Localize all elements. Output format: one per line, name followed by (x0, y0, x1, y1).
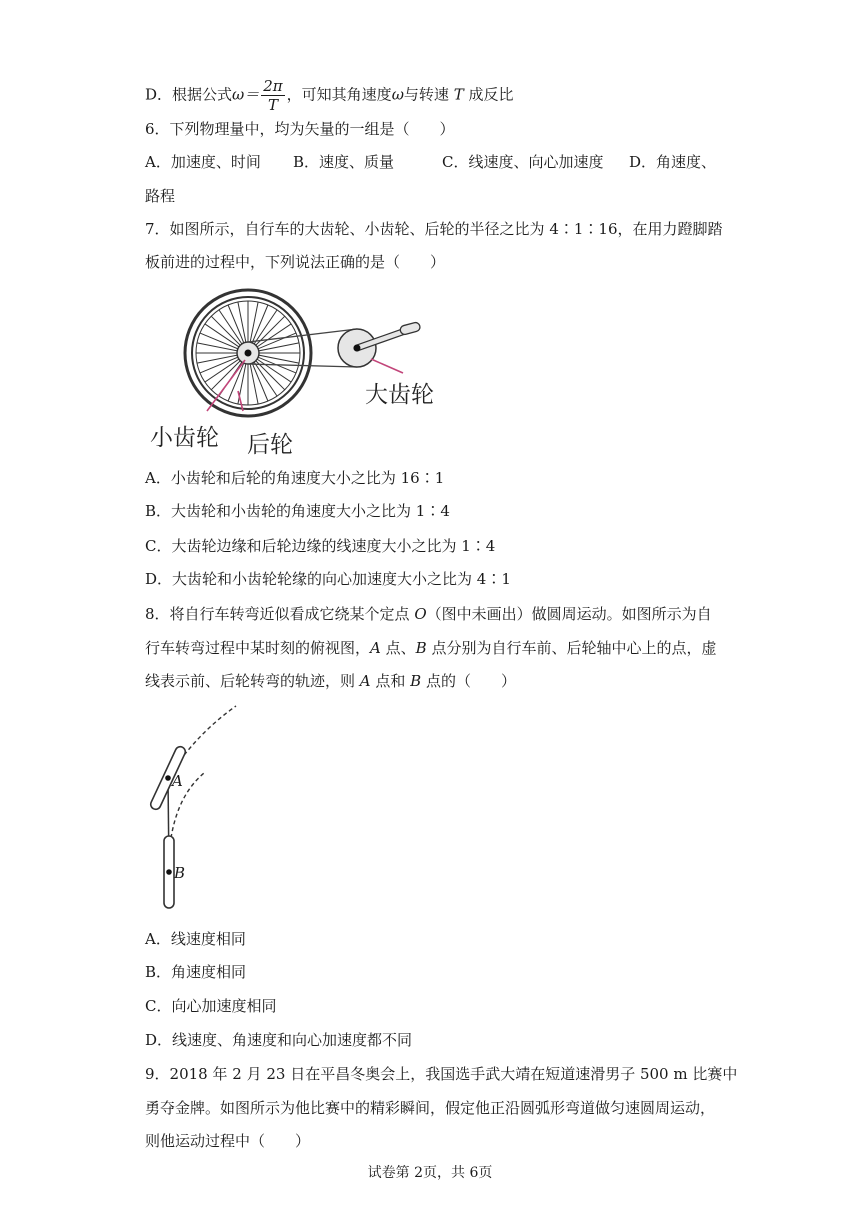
q5-optd-mid: ，可知其角速度 (286, 85, 392, 104)
q6-options (145, 152, 715, 172)
figure-label-b: B (174, 864, 186, 882)
q8-option-b: B．角速度相同 (145, 963, 247, 981)
big-gear-center (354, 345, 361, 352)
q8-l2-c: 点分别为自行车前、后轮轴中心上的点，虚 (426, 639, 717, 657)
label-rear-wheel: 后轮 (247, 432, 293, 458)
fraction-denominator: T (267, 96, 278, 114)
q8-l1-b: （图中未画出）做圆周运动。如图所示为自 (426, 605, 712, 623)
q7-option-c: C．大齿轮边缘和后轮边缘的线速度大小之比为 1∶4 (145, 537, 496, 555)
q6-option-b: B．速度、质量 (293, 153, 395, 171)
q8-l1-a: 8．将自行车转弯近似看成它绕某个定点 (145, 605, 415, 623)
q6-option-a: A．加速度、时间 (145, 153, 261, 171)
q5-optd-mid2: 与转速 (403, 85, 454, 104)
q8-option-d: D．线速度、角速度和向心加速度都不同 (145, 1031, 413, 1049)
point-a-dot (165, 775, 171, 781)
label-big-gear: 大齿轮 (365, 382, 434, 408)
q8-option-c: C．向心加速度相同 (145, 997, 277, 1015)
q6-stem: 6．下列物理量中，均为矢量的一组是（ ） (145, 120, 455, 138)
q5-optd-suffix: 成反比 (463, 85, 514, 104)
q9-stem-line2: 勇夺金牌。如图所示为他比赛中的精彩瞬间，假定他正沿圆弧形弯道做匀速圆周运动， (145, 1099, 716, 1117)
q8-l3-c: 点的（ ） (421, 672, 516, 690)
q8-stem-line2 (145, 638, 716, 658)
q7-option-d: D．大齿轮和小齿轮轮缘的向心加速度大小之比为 4∶1 (145, 570, 511, 588)
point-a: A (359, 672, 371, 690)
bicycle-turn-figure (140, 700, 250, 915)
q8-stem-line3 (145, 671, 516, 691)
point-a: A (370, 639, 381, 657)
point-o: O (414, 605, 427, 623)
label-small-gear: 小齿轮 (150, 425, 219, 451)
page-footer: 试卷第 2页，共 6页 (367, 1165, 493, 1181)
q8-option-a: A．线速度相同 (145, 930, 246, 948)
figure-label-a: A (172, 772, 183, 790)
point-b-dot (166, 869, 172, 875)
q6-option-c: C．线速度、向心加速度 (442, 153, 604, 171)
q8-l2-b: 点、 (380, 639, 416, 657)
point-b: B (410, 672, 422, 690)
q6-option-d: D．角速度、 (629, 153, 717, 171)
pedal (399, 322, 421, 336)
q9-stem-line3: 则他运动过程中（ ） (145, 1132, 311, 1150)
wheel-axle (245, 350, 252, 357)
t-symbol: T (453, 85, 464, 104)
q9-stem-line1: 9．2018 年 2 月 23 日在平昌冬奥会上，我国选手武大靖在短道速滑男子 500 m 比赛中 (145, 1065, 738, 1083)
q8-stem-line1 (145, 604, 712, 624)
q7-stem-line2: 板前进的过程中，下列说法正确的是（ ） (145, 253, 446, 271)
q8-l3-a: 线表示前、后轮转弯的轨迹，则 (145, 672, 360, 690)
q7-stem-line1: 7．如图所示，自行车的大齿轮、小齿轮、后轮的半径之比为 4∶1∶16，在用力蹬脚踏 (145, 220, 723, 238)
fraction-numerator: 2π (263, 77, 283, 95)
q8-l2-a: 行车转弯过程中某时刻的俯视图， (145, 639, 371, 657)
q7-option-b: B．大齿轮和小齿轮的角速度大小之比为 1∶4 (145, 502, 450, 520)
q6-option-d-wrap: 路程 (145, 187, 176, 205)
point-b: B (415, 639, 427, 657)
formula-fraction (261, 77, 284, 114)
q5-option-d (145, 77, 514, 114)
q8-l3-b: 点和 (370, 672, 411, 690)
q7-option-a: A．小齿轮和后轮的角速度大小之比为 16∶1 (145, 469, 445, 487)
formula-lhs: ω＝ (232, 85, 260, 104)
q5-optd-prefix: D．根据公式 (145, 85, 233, 104)
omega-symbol: ω (391, 85, 404, 104)
